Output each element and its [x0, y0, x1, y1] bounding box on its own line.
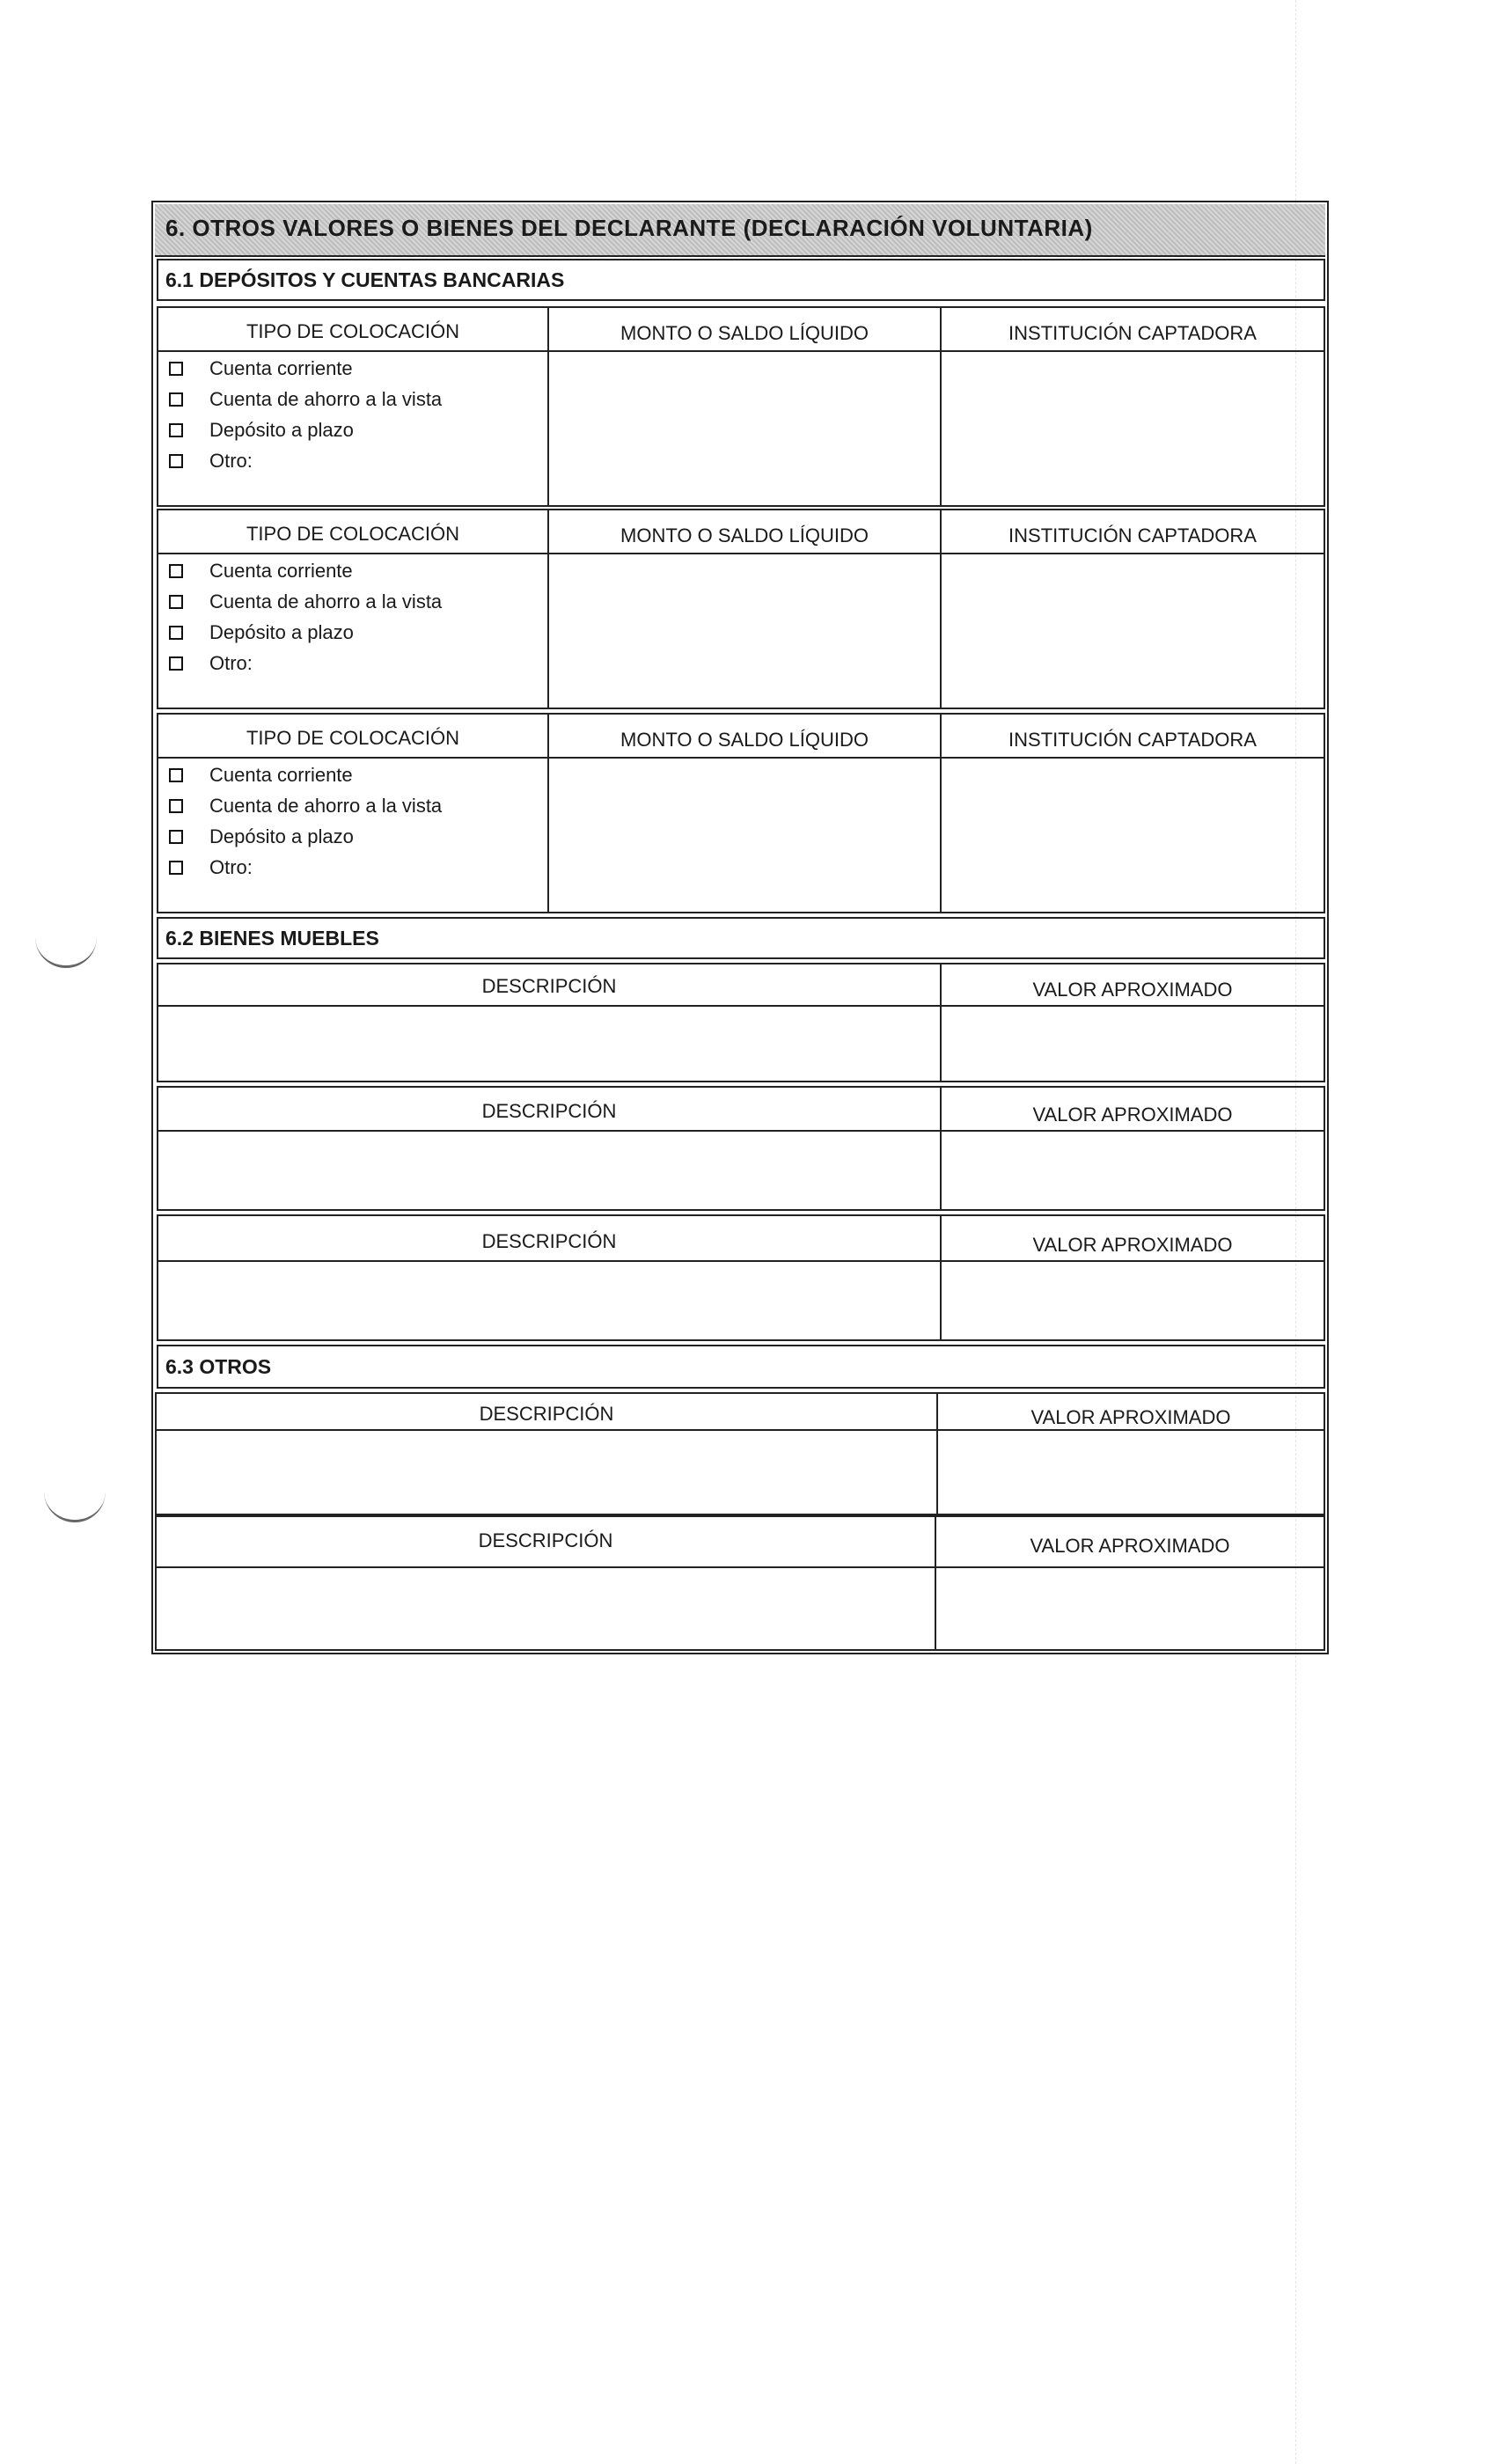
col-monto-header: MONTO O SALDO LÍQUIDO [620, 322, 869, 344]
checkbox-icon[interactable] [169, 768, 183, 782]
col-descripcion-header: DESCRIPCIÓN [478, 1529, 613, 1551]
checkbox-icon[interactable] [169, 861, 183, 875]
valor-field[interactable] [938, 1431, 1322, 1512]
option-cuenta-corriente[interactable]: Cuenta corriente [169, 356, 353, 382]
col-valor-header: VALOR APROXIMADO [1030, 1406, 1231, 1428]
checkbox-icon[interactable] [169, 656, 183, 671]
option-otro[interactable]: Otro: [169, 650, 253, 677]
checkbox-icon[interactable] [169, 626, 183, 640]
option-cuenta-ahorro[interactable]: Cuenta de ahorro a la vista [169, 386, 442, 413]
option-deposito-plazo[interactable]: Depósito a plazo [169, 620, 354, 646]
checkbox-icon[interactable] [169, 595, 183, 609]
option-otro[interactable]: Otro: [169, 854, 253, 881]
deposits-title: 6.1 DEPÓSITOS Y CUENTAS BANCARIAS [165, 268, 565, 291]
valor-field[interactable] [942, 1007, 1324, 1079]
col-descripcion-header: DESCRIPCIÓN [481, 1100, 617, 1122]
col-institucion-header: INSTITUCIÓN CAPTADORA [1008, 322, 1257, 344]
others-block-2 [155, 1515, 1325, 1651]
movable-section-title [157, 917, 1325, 959]
col-valor-header: VALOR APROXIMADO [1032, 1104, 1233, 1126]
option-deposito-plazo[interactable]: Depósito a plazo [169, 417, 354, 444]
descripcion-field[interactable] [158, 1007, 938, 1079]
col-descripcion-header: DESCRIPCIÓN [481, 1230, 617, 1252]
movable-block-1 [157, 963, 1325, 1082]
checkbox-icon[interactable] [169, 799, 183, 813]
col-descripcion-header: DESCRIPCIÓN [481, 975, 617, 997]
option-otro[interactable]: Otro: [169, 448, 253, 474]
option-deposito-plazo[interactable]: Depósito a plazo [169, 824, 354, 850]
movable-block-3 [157, 1214, 1325, 1341]
checkbox-icon[interactable] [169, 392, 183, 407]
option-cuenta-corriente[interactable]: Cuenta corriente [169, 762, 353, 788]
section-header-bar [155, 204, 1325, 257]
col-monto-header: MONTO O SALDO LÍQUIDO [620, 729, 869, 751]
movable-block-2 [157, 1086, 1325, 1211]
col-institucion-header: INSTITUCIÓN CAPTADORA [1008, 729, 1257, 751]
deposit-block-2 [157, 509, 1325, 709]
descripcion-field[interactable] [158, 1262, 938, 1338]
col-tipo-header: TIPO DE COLOCACIÓN [246, 320, 460, 342]
col-descripcion-header: DESCRIPCIÓN [479, 1403, 614, 1425]
valor-field[interactable] [942, 1132, 1324, 1207]
movable-title: 6.2 BIENES MUEBLES [165, 926, 379, 950]
checkbox-icon[interactable] [169, 564, 183, 578]
valor-field[interactable] [942, 1262, 1324, 1338]
checkbox-icon[interactable] [169, 423, 183, 437]
descripcion-field[interactable] [157, 1568, 933, 1647]
col-tipo-header: TIPO DE COLOCACIÓN [246, 523, 460, 545]
col-monto-header: MONTO O SALDO LÍQUIDO [620, 524, 869, 546]
valor-field[interactable] [936, 1568, 1322, 1647]
checkbox-icon[interactable] [169, 362, 183, 376]
col-valor-header: VALOR APROXIMADO [1032, 1234, 1233, 1256]
col-tipo-header: TIPO DE COLOCACIÓN [246, 727, 460, 749]
descripcion-field[interactable] [158, 1132, 938, 1207]
descripcion-field[interactable] [157, 1431, 935, 1512]
checkbox-icon[interactable] [169, 830, 183, 844]
checkbox-icon[interactable] [169, 454, 183, 468]
col-valor-header: VALOR APROXIMADO [1032, 979, 1233, 1001]
others-section-title [157, 1345, 1325, 1389]
deposit-block-3 [157, 713, 1325, 913]
section-header: 6. OTROS VALORES O BIENES DEL DECLARANTE (DECLARACIÓN VOLUNTARIA) [165, 215, 1093, 241]
punch-hole-mark [44, 1487, 106, 1522]
others-block-1 [155, 1392, 1325, 1515]
option-cuenta-corriente[interactable]: Cuenta corriente [169, 558, 353, 584]
option-cuenta-ahorro[interactable]: Cuenta de ahorro a la vista [169, 589, 442, 615]
col-valor-header: VALOR APROXIMADO [1030, 1535, 1230, 1557]
col-institucion-header: INSTITUCIÓN CAPTADORA [1008, 524, 1257, 546]
deposit-block-1 [157, 306, 1325, 507]
option-cuenta-ahorro[interactable]: Cuenta de ahorro a la vista [169, 793, 442, 819]
deposits-section-title [157, 259, 1325, 301]
others-title: 6.3 OTROS [165, 1354, 272, 1378]
punch-hole-mark [35, 933, 97, 968]
